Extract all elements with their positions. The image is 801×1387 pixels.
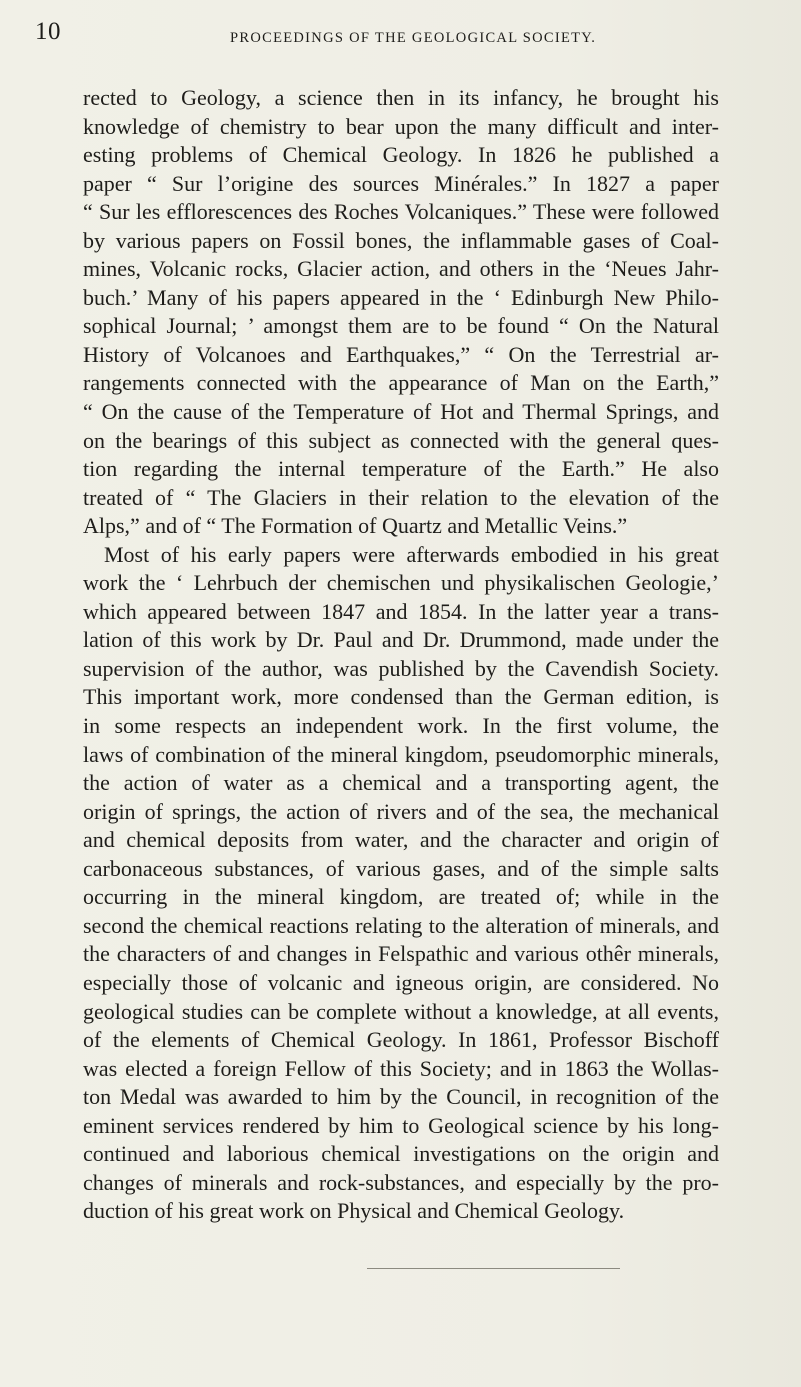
text-line: laws of combination of the mineral kingdom, pseudomorphic minerals, [83,741,719,767]
text-line: paper “ Sur l’origine des sources Minérales.” In 1827 a paper [83,170,719,196]
text-line: origin of springs, the action of rivers and of the sea, the mechanical [83,798,719,824]
text-line: esting problems of Chemical Geology. In 1826 he published a [83,142,719,168]
text-line: mines, Volcanic rocks, Glacier action, and others in the ‘Neues Jahr- [83,256,719,282]
text-line: occurring in the mineral kingdom, are treated of; while in the [83,884,719,910]
page-number: 10 [35,18,61,45]
text-line: which appeared between 1847 and 1854. In the latter year a trans- [83,598,719,624]
text-line: geological studies can be complete without a knowledge, at all events, [83,998,719,1024]
text-line: duction of his great work on Physical and Chemical Geology. [83,1198,625,1224]
text-line: This important work, more condensed than the German edition, is [83,684,719,710]
text-line: especially those of volcanic and igneous origin, are considered. No [83,969,719,995]
text-line: knowledge of chemistry to bear upon the many difficult and inter- [83,113,719,139]
text-line: tion regarding the internal temperature of the Earth.” He also [83,456,719,482]
text-line: on the bearings of this subject as connected with the general ques- [83,427,719,453]
text-line: changes of minerals and rock-substances, and especially by the pro- [83,1169,719,1195]
text-line: rangements connected with the appearance of Man on the Earth,” [83,370,719,396]
footer-rule [367,1268,620,1269]
text-line: the characters of and changes in Felspathic and various othêr minerals, [83,941,719,967]
text-line: supervision of the author, was published by the Cavendish Society. [83,655,719,681]
text-line: the action of water as a chemical and a transporting agent, the [83,770,719,796]
text-line: of the elements of Chemical Geology. In 1861, Professor Bischoff [83,1027,719,1053]
text-line: was elected a foreign Fellow of this Society; and in 1863 the Wollas- [83,1055,719,1081]
text-line: Alps,” and of “ The Formation of Quartz and Metallic Veins.” [83,513,628,539]
body-text [83,84,719,1226]
text-line: ton Medal was awarded to him by the Council, in recognition of the [83,1084,719,1110]
text-line: continued and laborious chemical investigations on the origin and [83,1141,719,1167]
text-line: second the chemical reactions relating to the alteration of minerals, and [83,912,719,938]
text-line: carbonaceous substances, of various gases, and of the simple salts [83,855,719,881]
text-line: in some respects an independent work. In the first volume, the [83,713,719,739]
text-line: History of Volcanoes and Earthquakes,” “ On the Terrestrial ar- [83,341,719,367]
text-line: Most of his early papers were afterwards embodied in his great [104,541,719,567]
text-line: buch.’ Many of his papers appeared in the ‘ Edinburgh New Philo- [83,284,719,310]
running-head: PROCEEDINGS OF THE GEOLOGICAL SOCIETY. [230,30,597,46]
text-line: by various papers on Fossil bones, the inflammable gases of Coal- [83,227,719,253]
text-line: sophical Journal; ’ amongst them are to be found “ On the Natural [83,313,719,339]
page-header [0,18,801,48]
text-line: “ Sur les efflorescences des Roches Volcaniques.” These were followed [83,199,719,225]
text-line: lation of this work by Dr. Paul and Dr. Drummond, made under the [83,627,719,653]
text-line: work the ‘ Lehrbuch der chemischen und physikalischen Geologie,’ [83,570,719,596]
text-line: rected to Geology, a science then in its infancy, he brought his [83,85,719,110]
text-line: “ On the cause of the Temperature of Hot and Thermal Springs, and [83,399,719,425]
text-line: eminent services rendered by him to Geological science by his long- [83,1112,719,1138]
text-line: and chemical deposits from water, and the character and origin of [83,827,719,853]
text-line: treated of “ The Glaciers in their relation to the elevation of the [83,484,719,510]
